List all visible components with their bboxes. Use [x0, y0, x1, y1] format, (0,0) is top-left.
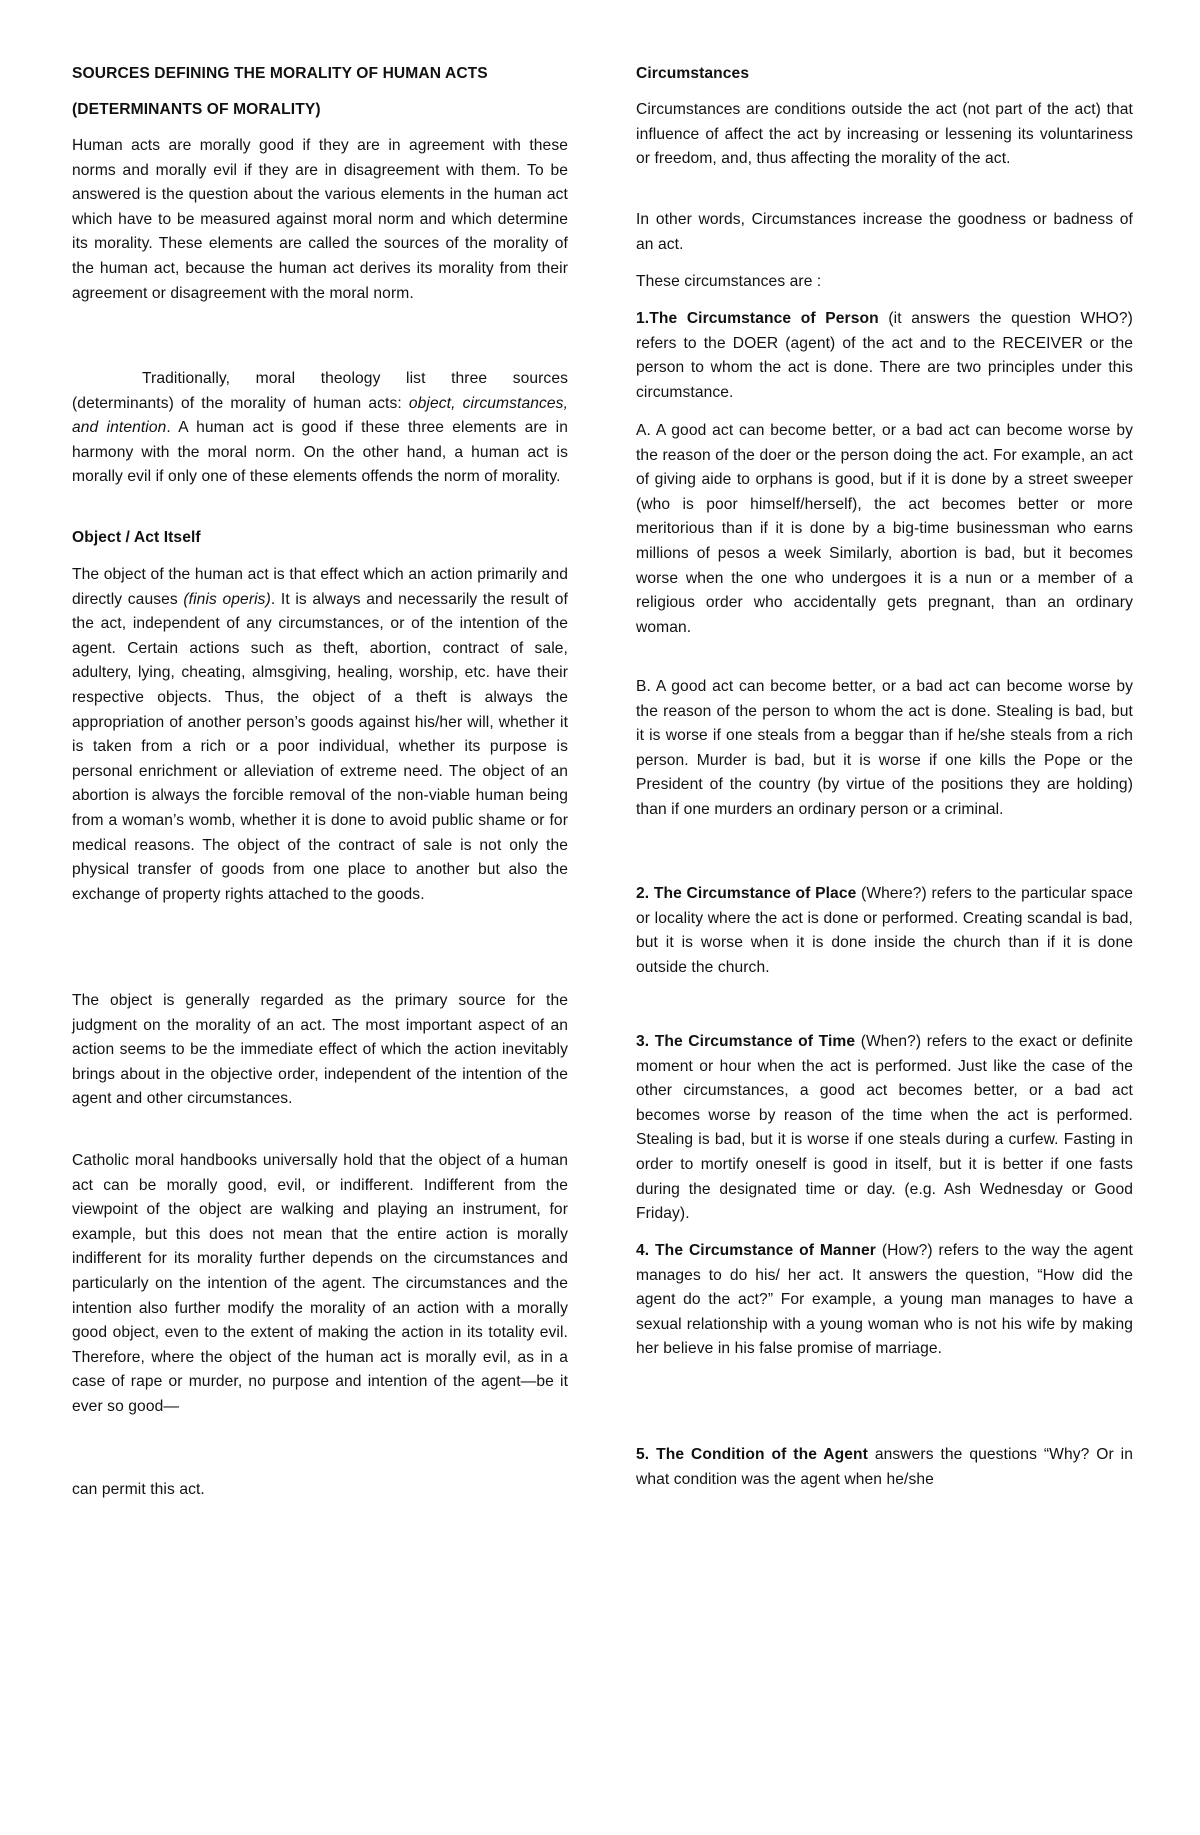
principle-b: B. A good act can become better, or a bad act can become worse by the reason of the person to whom the act is done. Stealing is bad, but it is worse if one steals from a beggar than if he/she steals from a rich person. Murder is bad, but it is worse if one kills the Pope or the President of the country (by virtue of the positions they are holding) than if one murders an ordinary person or a criminal. — [636, 678, 1133, 818]
other-words-block — [636, 208, 1133, 257]
list-intro: These circumstances are : — [636, 273, 822, 290]
circumstance-time-label: 3. The Circumstance of Time — [636, 1033, 856, 1050]
closing-block — [72, 1478, 568, 1503]
definition-paragraph: Circumstances are conditions outside the act (not part of the act) that influence of affect the act by increasing or lessening its voluntariness or freedom, and, thus affecting the morality of the act. — [636, 101, 1133, 168]
person-block — [636, 307, 1133, 405]
circumstance-agent — [636, 1443, 1133, 1492]
circumstance-place-text: (Where?) refers to the particular space or locality where the act is done or performed. Creating scandal is bad, but it is worse when it is done inside the church than if it is done outside the church. — [636, 885, 1133, 976]
circumstances-heading: Circumstances — [636, 65, 750, 82]
circumstance-manner — [636, 1239, 1133, 1362]
principle-b-block — [636, 675, 1133, 823]
circumstance-place — [636, 882, 1133, 980]
catholic-block — [72, 1149, 568, 1420]
circumstance-manner-text: (How?) refers to the way the agent manages to do his/ her act. It answers the question, “How did the agent do the act?” For example, a young man manages to have a sexual relationship with a young woman who is not his wife by making her believe in his false promise of marriage. — [636, 1242, 1133, 1358]
document-title: SOURCES DEFINING THE MORALITY OF HUMAN ACTS — [72, 65, 488, 82]
circumstance-person-text: (it answers the question WHO?) refers to the DOER (agent) of the act and to the RECEIVER or the person to whom the act is done. There are two principles under this circumstance. — [636, 310, 1133, 401]
primary-source-paragraph: The object is generally regarded as the primary source for the judgment on the morality of an act. The most important aspect of an action seems to be the immediate effect of which the action inevitably brings about in the objective order, independent of the intention of the agent and other circumstances. — [72, 992, 568, 1108]
document-subtitle-block — [72, 98, 568, 123]
traditionally-block — [72, 367, 568, 490]
time-block — [636, 1030, 1133, 1227]
catholic-paragraph: Catholic moral handbooks universally hold that the object of a human act can be morally good, evil, or indifferent. Indifferent from the viewpoint of the object are walking and playing an instrument, for example, but this does not mean that the entire action is morally indifferent for its morality further depends on the circumstances and particularly on the intention of the agent. The circumstances and the intention also further modify the morality of an action with a morally good object, even to the extent of making the action in its totality evil. Therefore, where the object of the human act is morally evil, as in a case of rape or murder, no purpose and intention of the agent—be it ever so good— — [72, 1152, 568, 1415]
object-heading-block — [72, 526, 568, 551]
circumstance-agent-label: 5. The Condition of the Agent — [636, 1446, 868, 1463]
closing-line: can permit this act. — [72, 1481, 205, 1498]
text-run: . A human act is good if these three elements are in harmony with the moral norm. On the other hand, a human act is morally evil if only one of these elements offends the norm of morality. — [72, 419, 568, 486]
manner-block — [636, 1239, 1133, 1362]
principle-a-block — [636, 419, 1133, 640]
circumstance-time — [636, 1030, 1133, 1227]
document-title-block — [72, 62, 568, 87]
circumstance-person — [636, 307, 1133, 405]
italic-determinants: object, circumstances, and intention — [72, 394, 569, 437]
object-paragraph — [72, 563, 568, 907]
list-intro-block — [636, 270, 1133, 295]
circumstances-heading-block — [636, 62, 1133, 87]
circumstance-manner-label: 4. The Circumstance of Manner — [636, 1242, 876, 1259]
agent-block — [636, 1443, 1133, 1492]
intro-paragraph: Human acts are morally good if they are in agreement with these norms and morally evil if they are in disagreement with them. To be answered is the question about the various elements in the human act which have to be measured against moral norm and which determine its morality. These elements are called the sources of the morality of the human act, because the human act derives its morality from their agreement or disagreement with the moral norm. — [72, 137, 568, 302]
object-heading: Object / Act Itself — [72, 529, 201, 546]
document-subtitle: (DETERMINANTS OF MORALITY) — [72, 101, 321, 118]
traditionally-paragraph — [72, 367, 568, 490]
circumstance-place-label: 2. The Circumstance of Place — [636, 885, 857, 902]
intro-block — [72, 134, 568, 306]
text-run: . It is always and necessarily the result of the act, independent of any circumstances, or of the intention of the agent. Certain actions such as theft, abortion, contract of sale, adultery, lying, cheating, almsgiving, healing, worship, etc. have their respective objects. Thus, the object of a theft is always the appropriation of another person’s goods against his/her will, whether it is taken from a rich or a poor individual, whether its purpose is personal enrichment or alleviation of extreme need. The object of an abortion is always the forcible removal of the non-viable human being from a woman’s womb, whether it is done to avoid public shame or for medical reasons. The object of the contract of sale is not only the physical transfer of goods from one place to another but also the exchange of property rights attached to the goods. — [72, 590, 568, 903]
principle-a: A. A good act can become better, or a bad act can become worse by the reason of the doer or the person doing the act. For example, an act of giving aide to orphans is good, but if it is done by a street sweeper (who is poor himself/herself), the act becomes better or more meritorious than if it is done by a big-time businessman who earns millions of pesos a week Similarly, abortion is bad, but it becomes worse when the one who undergoes it is a nun or a member of a religious order who accidentally gets pregnant, than an ordinary woman. — [636, 422, 1133, 636]
italic-finis-operis: (finis operis) — [183, 590, 271, 608]
object-block — [72, 563, 568, 907]
circumstance-agent-text: answers the questions “Why? Or in what condition was the agent when he/she — [636, 1446, 1133, 1488]
primary-source-block — [72, 989, 568, 1112]
text-run: The object of the human act is that effect which an action primarily and directly causes — [72, 566, 568, 608]
other-words-paragraph: In other words, Circumstances increase the goodness or badness of an act. — [636, 211, 1133, 253]
circumstance-person-label: 1.The Circumstance of Person — [636, 310, 879, 327]
definition-block — [636, 98, 1133, 172]
text-run: Traditionally, moral theology list three sources (determinants) of the morality of human acts: — [72, 370, 568, 412]
place-block — [636, 882, 1133, 980]
circumstance-time-text: (When?) refers to the exact or definite moment or hour when the act is performed. Just like the case of the other circumstances, a good act becomes better, or a bad act becomes worse by reason of the time when the act is performed. Stealing is bad, but it is worse if one steals during a curfew. Fasting in order to mortify oneself is good in itself, but it is better if one fasts during the designated time or day. (e.g. Ash Wednesday or Good Friday). — [636, 1033, 1133, 1223]
